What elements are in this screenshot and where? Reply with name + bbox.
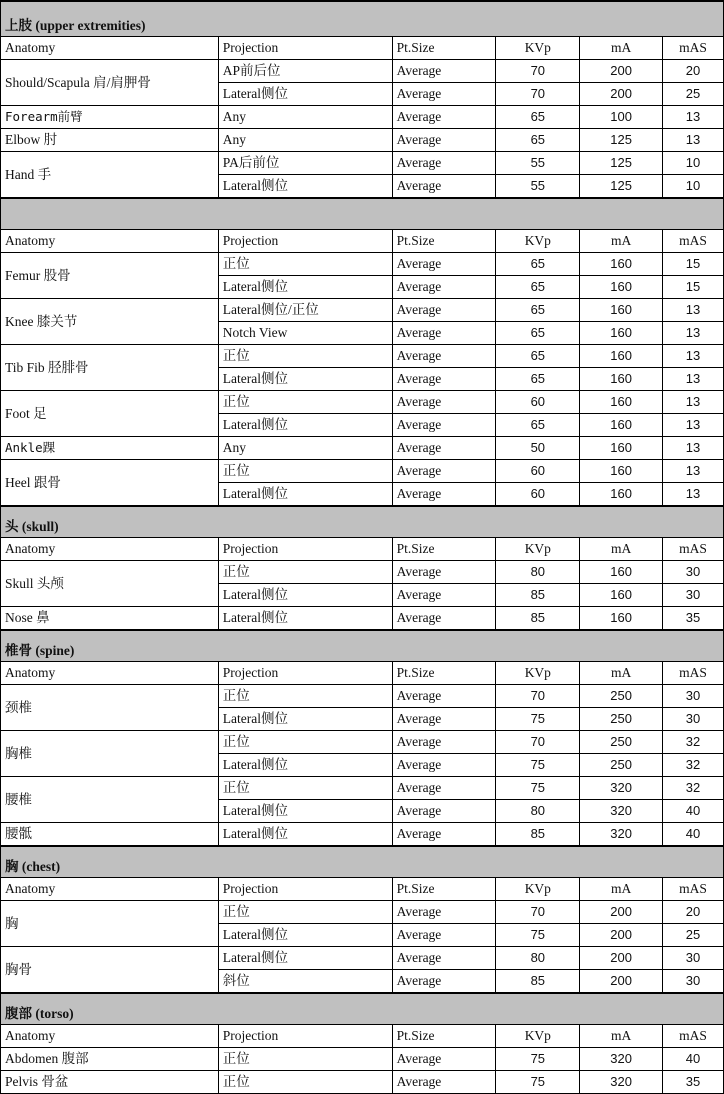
projection-cell: Any	[218, 129, 392, 152]
kvp-cell: 70	[496, 60, 580, 83]
pt-size-cell: Average	[392, 414, 496, 437]
ma-cell: 320	[580, 1071, 663, 1094]
kvp-cell: 60	[496, 460, 580, 483]
ma-cell: 200	[580, 60, 663, 83]
kvp-cell: 65	[496, 253, 580, 276]
section-title: 上肢 (upper extremities)	[1, 1, 724, 37]
anatomy-cell: 颈椎	[1, 685, 219, 731]
ma-cell: 320	[580, 823, 663, 847]
pt-size-cell: Average	[392, 483, 496, 507]
anatomy-cell: Nose 鼻	[1, 607, 219, 631]
section-header-row	[1, 506, 724, 538]
column-header-anatomy: Anatomy	[1, 230, 219, 253]
anatomy-cell: 胸骨	[1, 947, 219, 994]
ma-cell: 160	[580, 460, 663, 483]
column-header-ma: mA	[580, 230, 663, 253]
ma-cell: 320	[580, 800, 663, 823]
column-header-pt-size: Pt.Size	[392, 538, 496, 561]
anatomy-cell: Elbow 肘	[1, 129, 219, 152]
ma-cell: 160	[580, 345, 663, 368]
projection-cell: AP前后位	[218, 60, 392, 83]
ma-cell: 160	[580, 299, 663, 322]
ma-cell: 250	[580, 731, 663, 754]
ma-cell: 200	[580, 947, 663, 970]
section-title: 椎骨 (spine)	[1, 630, 724, 662]
column-header-row	[1, 1025, 724, 1048]
kvp-cell: 75	[496, 924, 580, 947]
mas-cell: 13	[663, 460, 724, 483]
mas-cell: 15	[663, 253, 724, 276]
kvp-cell: 55	[496, 152, 580, 175]
anatomy-cell: Should/Scapula 肩/肩胛骨	[1, 60, 219, 106]
ma-cell: 200	[580, 970, 663, 994]
anatomy-cell: Tib Fib 胫腓骨	[1, 345, 219, 391]
anatomy-cell: Ankle踝	[1, 437, 219, 460]
projection-cell: Lateral侧位	[218, 175, 392, 199]
projection-cell: Lateral侧位	[218, 368, 392, 391]
table-row	[1, 1048, 724, 1071]
anatomy-cell: 腰骶	[1, 823, 219, 847]
pt-size-cell: Average	[392, 106, 496, 129]
section-title: 腹部 (torso)	[1, 993, 724, 1025]
column-header-projection: Projection	[218, 230, 392, 253]
projection-cell: 正位	[218, 460, 392, 483]
pt-size-cell: Average	[392, 152, 496, 175]
kvp-cell: 65	[496, 345, 580, 368]
projection-cell: Any	[218, 106, 392, 129]
ma-cell: 160	[580, 414, 663, 437]
kvp-cell: 65	[496, 322, 580, 345]
column-header-kvp: KVp	[496, 662, 580, 685]
mas-cell: 13	[663, 483, 724, 507]
kvp-cell: 60	[496, 391, 580, 414]
pt-size-cell: Average	[392, 584, 496, 607]
table-row	[1, 947, 724, 970]
pt-size-cell: Average	[392, 607, 496, 631]
column-header-projection: Projection	[218, 1025, 392, 1048]
mas-cell: 40	[663, 1048, 724, 1071]
projection-cell: Lateral侧位	[218, 414, 392, 437]
pt-size-cell: Average	[392, 83, 496, 106]
pt-size-cell: Average	[392, 129, 496, 152]
ma-cell: 160	[580, 437, 663, 460]
ma-cell: 250	[580, 708, 663, 731]
column-header-pt-size: Pt.Size	[392, 878, 496, 901]
pt-size-cell: Average	[392, 754, 496, 777]
kvp-cell: 70	[496, 731, 580, 754]
column-header-mas: mAS	[663, 662, 724, 685]
table-row	[1, 777, 724, 800]
projection-cell: Notch View	[218, 322, 392, 345]
kvp-cell: 65	[496, 129, 580, 152]
ma-cell: 100	[580, 106, 663, 129]
kvp-cell: 85	[496, 970, 580, 994]
anatomy-cell: Heel 跟骨	[1, 460, 219, 507]
column-header-pt-size: Pt.Size	[392, 37, 496, 60]
table-row	[1, 685, 724, 708]
table-row	[1, 106, 724, 129]
column-header-anatomy: Anatomy	[1, 1025, 219, 1048]
anatomy-cell: Abdomen 腹部	[1, 1048, 219, 1071]
projection-cell: Lateral侧位	[218, 800, 392, 823]
column-header-row	[1, 37, 724, 60]
table-row	[1, 731, 724, 754]
kvp-cell: 65	[496, 299, 580, 322]
projection-cell: 正位	[218, 901, 392, 924]
anatomy-cell: Forearm前臂	[1, 106, 219, 129]
mas-cell: 30	[663, 561, 724, 584]
ma-cell: 160	[580, 276, 663, 299]
projection-cell: Lateral侧位	[218, 708, 392, 731]
ma-cell: 160	[580, 561, 663, 584]
pt-size-cell: Average	[392, 60, 496, 83]
ma-cell: 200	[580, 924, 663, 947]
projection-cell: 正位	[218, 731, 392, 754]
projection-cell: 正位	[218, 1048, 392, 1071]
mas-cell: 30	[663, 708, 724, 731]
column-header-row	[1, 538, 724, 561]
projection-cell: Lateral侧位	[218, 947, 392, 970]
ma-cell: 160	[580, 391, 663, 414]
column-header-ma: mA	[580, 538, 663, 561]
table-row	[1, 60, 724, 83]
anatomy-cell: Femur 股骨	[1, 253, 219, 299]
mas-cell: 13	[663, 106, 724, 129]
column-header-projection: Projection	[218, 37, 392, 60]
kvp-cell: 75	[496, 754, 580, 777]
projection-cell: 正位	[218, 345, 392, 368]
pt-size-cell: Average	[392, 175, 496, 199]
kvp-cell: 65	[496, 106, 580, 129]
kvp-cell: 70	[496, 901, 580, 924]
ma-cell: 160	[580, 322, 663, 345]
projection-cell: 正位	[218, 1071, 392, 1094]
mas-cell: 40	[663, 800, 724, 823]
mas-cell: 40	[663, 823, 724, 847]
kvp-cell: 85	[496, 584, 580, 607]
mas-cell: 13	[663, 414, 724, 437]
column-header-projection: Projection	[218, 878, 392, 901]
mas-cell: 13	[663, 437, 724, 460]
column-header-kvp: KVp	[496, 1025, 580, 1048]
pt-size-cell: Average	[392, 345, 496, 368]
mas-cell: 25	[663, 83, 724, 106]
pt-size-cell: Average	[392, 276, 496, 299]
table-row	[1, 1071, 724, 1094]
mas-cell: 10	[663, 152, 724, 175]
column-header-kvp: KVp	[496, 878, 580, 901]
mas-cell: 20	[663, 60, 724, 83]
column-header-pt-size: Pt.Size	[392, 662, 496, 685]
mas-cell: 13	[663, 345, 724, 368]
column-header-ma: mA	[580, 878, 663, 901]
kvp-cell: 75	[496, 1071, 580, 1094]
projection-cell: Lateral侧位	[218, 823, 392, 847]
table-row	[1, 345, 724, 368]
column-header-ma: mA	[580, 1025, 663, 1048]
anatomy-cell: 胸	[1, 901, 219, 947]
ma-cell: 320	[580, 1048, 663, 1071]
column-header-projection: Projection	[218, 538, 392, 561]
column-header-kvp: KVp	[496, 538, 580, 561]
pt-size-cell: Average	[392, 322, 496, 345]
mas-cell: 30	[663, 970, 724, 994]
pt-size-cell: Average	[392, 368, 496, 391]
mas-cell: 13	[663, 391, 724, 414]
section-header-row	[1, 993, 724, 1025]
pt-size-cell: Average	[392, 731, 496, 754]
projection-cell: PA后前位	[218, 152, 392, 175]
table-row	[1, 561, 724, 584]
mas-cell: 30	[663, 584, 724, 607]
column-header-projection: Projection	[218, 662, 392, 685]
projection-cell: Lateral侧位	[218, 483, 392, 507]
pt-size-cell: Average	[392, 561, 496, 584]
projection-cell: Lateral侧位	[218, 584, 392, 607]
kvp-cell: 70	[496, 83, 580, 106]
kvp-cell: 70	[496, 685, 580, 708]
mas-cell: 30	[663, 947, 724, 970]
table-row	[1, 152, 724, 175]
column-header-anatomy: Anatomy	[1, 878, 219, 901]
anatomy-cell: Hand 手	[1, 152, 219, 199]
mas-cell: 25	[663, 924, 724, 947]
column-header-ma: mA	[580, 37, 663, 60]
ma-cell: 200	[580, 83, 663, 106]
kvp-cell: 65	[496, 276, 580, 299]
kvp-cell: 55	[496, 175, 580, 199]
ma-cell: 160	[580, 607, 663, 631]
table-row	[1, 607, 724, 631]
mas-cell: 13	[663, 299, 724, 322]
column-header-ma: mA	[580, 662, 663, 685]
ma-cell: 250	[580, 754, 663, 777]
section-header-row	[1, 1, 724, 37]
anatomy-cell: Pelvis 骨盆	[1, 1071, 219, 1094]
projection-cell: 正位	[218, 685, 392, 708]
projection-cell: Lateral侧位	[218, 83, 392, 106]
projection-cell: Lateral侧位/正位	[218, 299, 392, 322]
pt-size-cell: Average	[392, 437, 496, 460]
mas-cell: 32	[663, 731, 724, 754]
column-header-anatomy: Anatomy	[1, 662, 219, 685]
kvp-cell: 85	[496, 823, 580, 847]
column-header-kvp: KVp	[496, 37, 580, 60]
mas-cell: 30	[663, 685, 724, 708]
column-header-mas: mAS	[663, 37, 724, 60]
pt-size-cell: Average	[392, 823, 496, 847]
column-header-mas: mAS	[663, 538, 724, 561]
kvp-cell: 75	[496, 777, 580, 800]
mas-cell: 13	[663, 368, 724, 391]
mas-cell: 32	[663, 754, 724, 777]
column-header-pt-size: Pt.Size	[392, 1025, 496, 1048]
table-row	[1, 901, 724, 924]
table-row	[1, 129, 724, 152]
ma-cell: 125	[580, 129, 663, 152]
mas-cell: 35	[663, 607, 724, 631]
mas-cell: 10	[663, 175, 724, 199]
ma-cell: 160	[580, 368, 663, 391]
section-title: 头 (skull)	[1, 506, 724, 538]
kvp-cell: 60	[496, 483, 580, 507]
ma-cell: 200	[580, 901, 663, 924]
ma-cell: 160	[580, 253, 663, 276]
ma-cell: 160	[580, 584, 663, 607]
mas-cell: 15	[663, 276, 724, 299]
projection-cell: Lateral侧位	[218, 924, 392, 947]
kvp-cell: 80	[496, 800, 580, 823]
kvp-cell: 80	[496, 561, 580, 584]
section-title	[1, 198, 724, 230]
pt-size-cell: Average	[392, 1071, 496, 1094]
mas-cell: 32	[663, 777, 724, 800]
mas-cell: 13	[663, 322, 724, 345]
section-header-row	[1, 630, 724, 662]
column-header-kvp: KVp	[496, 230, 580, 253]
pt-size-cell: Average	[392, 901, 496, 924]
mas-cell: 20	[663, 901, 724, 924]
pt-size-cell: Average	[392, 924, 496, 947]
projection-cell: 斜位	[218, 970, 392, 994]
pt-size-cell: Average	[392, 947, 496, 970]
mas-cell: 35	[663, 1071, 724, 1094]
kvp-cell: 75	[496, 708, 580, 731]
table-row	[1, 253, 724, 276]
anatomy-cell: Skull 头颅	[1, 561, 219, 607]
projection-cell: 正位	[218, 561, 392, 584]
column-header-row	[1, 230, 724, 253]
kvp-cell: 65	[496, 368, 580, 391]
pt-size-cell: Average	[392, 708, 496, 731]
kvp-cell: 75	[496, 1048, 580, 1071]
kvp-cell: 65	[496, 414, 580, 437]
ma-cell: 160	[580, 483, 663, 507]
anatomy-cell: Knee 膝关节	[1, 299, 219, 345]
pt-size-cell: Average	[392, 460, 496, 483]
pt-size-cell: Average	[392, 970, 496, 994]
table-row	[1, 299, 724, 322]
section-header-row	[1, 198, 724, 230]
ma-cell: 125	[580, 152, 663, 175]
kvp-cell: 80	[496, 947, 580, 970]
section-header-row	[1, 846, 724, 878]
column-header-anatomy: Anatomy	[1, 538, 219, 561]
kvp-cell: 85	[496, 607, 580, 631]
column-header-mas: mAS	[663, 230, 724, 253]
column-header-mas: mAS	[663, 1025, 724, 1048]
table-row	[1, 460, 724, 483]
column-header-anatomy: Anatomy	[1, 37, 219, 60]
pt-size-cell: Average	[392, 685, 496, 708]
anatomy-cell: 胸椎	[1, 731, 219, 777]
pt-size-cell: Average	[392, 391, 496, 414]
pt-size-cell: Average	[392, 253, 496, 276]
projection-cell: Any	[218, 437, 392, 460]
table-row	[1, 437, 724, 460]
projection-cell: 正位	[218, 777, 392, 800]
section-title: 胸 (chest)	[1, 846, 724, 878]
mas-cell: 13	[663, 129, 724, 152]
table-row	[1, 391, 724, 414]
projection-cell: 正位	[218, 253, 392, 276]
pt-size-cell: Average	[392, 800, 496, 823]
pt-size-cell: Average	[392, 1048, 496, 1071]
projection-cell: Lateral侧位	[218, 754, 392, 777]
projection-cell: Lateral侧位	[218, 276, 392, 299]
column-header-row	[1, 662, 724, 685]
anatomy-cell: Foot 足	[1, 391, 219, 437]
pt-size-cell: Average	[392, 777, 496, 800]
column-header-row	[1, 878, 724, 901]
ma-cell: 125	[580, 175, 663, 199]
projection-cell: Lateral侧位	[218, 607, 392, 631]
kvp-cell: 50	[496, 437, 580, 460]
table-row	[1, 823, 724, 847]
ma-cell: 320	[580, 777, 663, 800]
projection-cell: 正位	[218, 391, 392, 414]
column-header-mas: mAS	[663, 878, 724, 901]
pt-size-cell: Average	[392, 299, 496, 322]
anatomy-cell: 腰椎	[1, 777, 219, 823]
ma-cell: 250	[580, 685, 663, 708]
column-header-pt-size: Pt.Size	[392, 230, 496, 253]
